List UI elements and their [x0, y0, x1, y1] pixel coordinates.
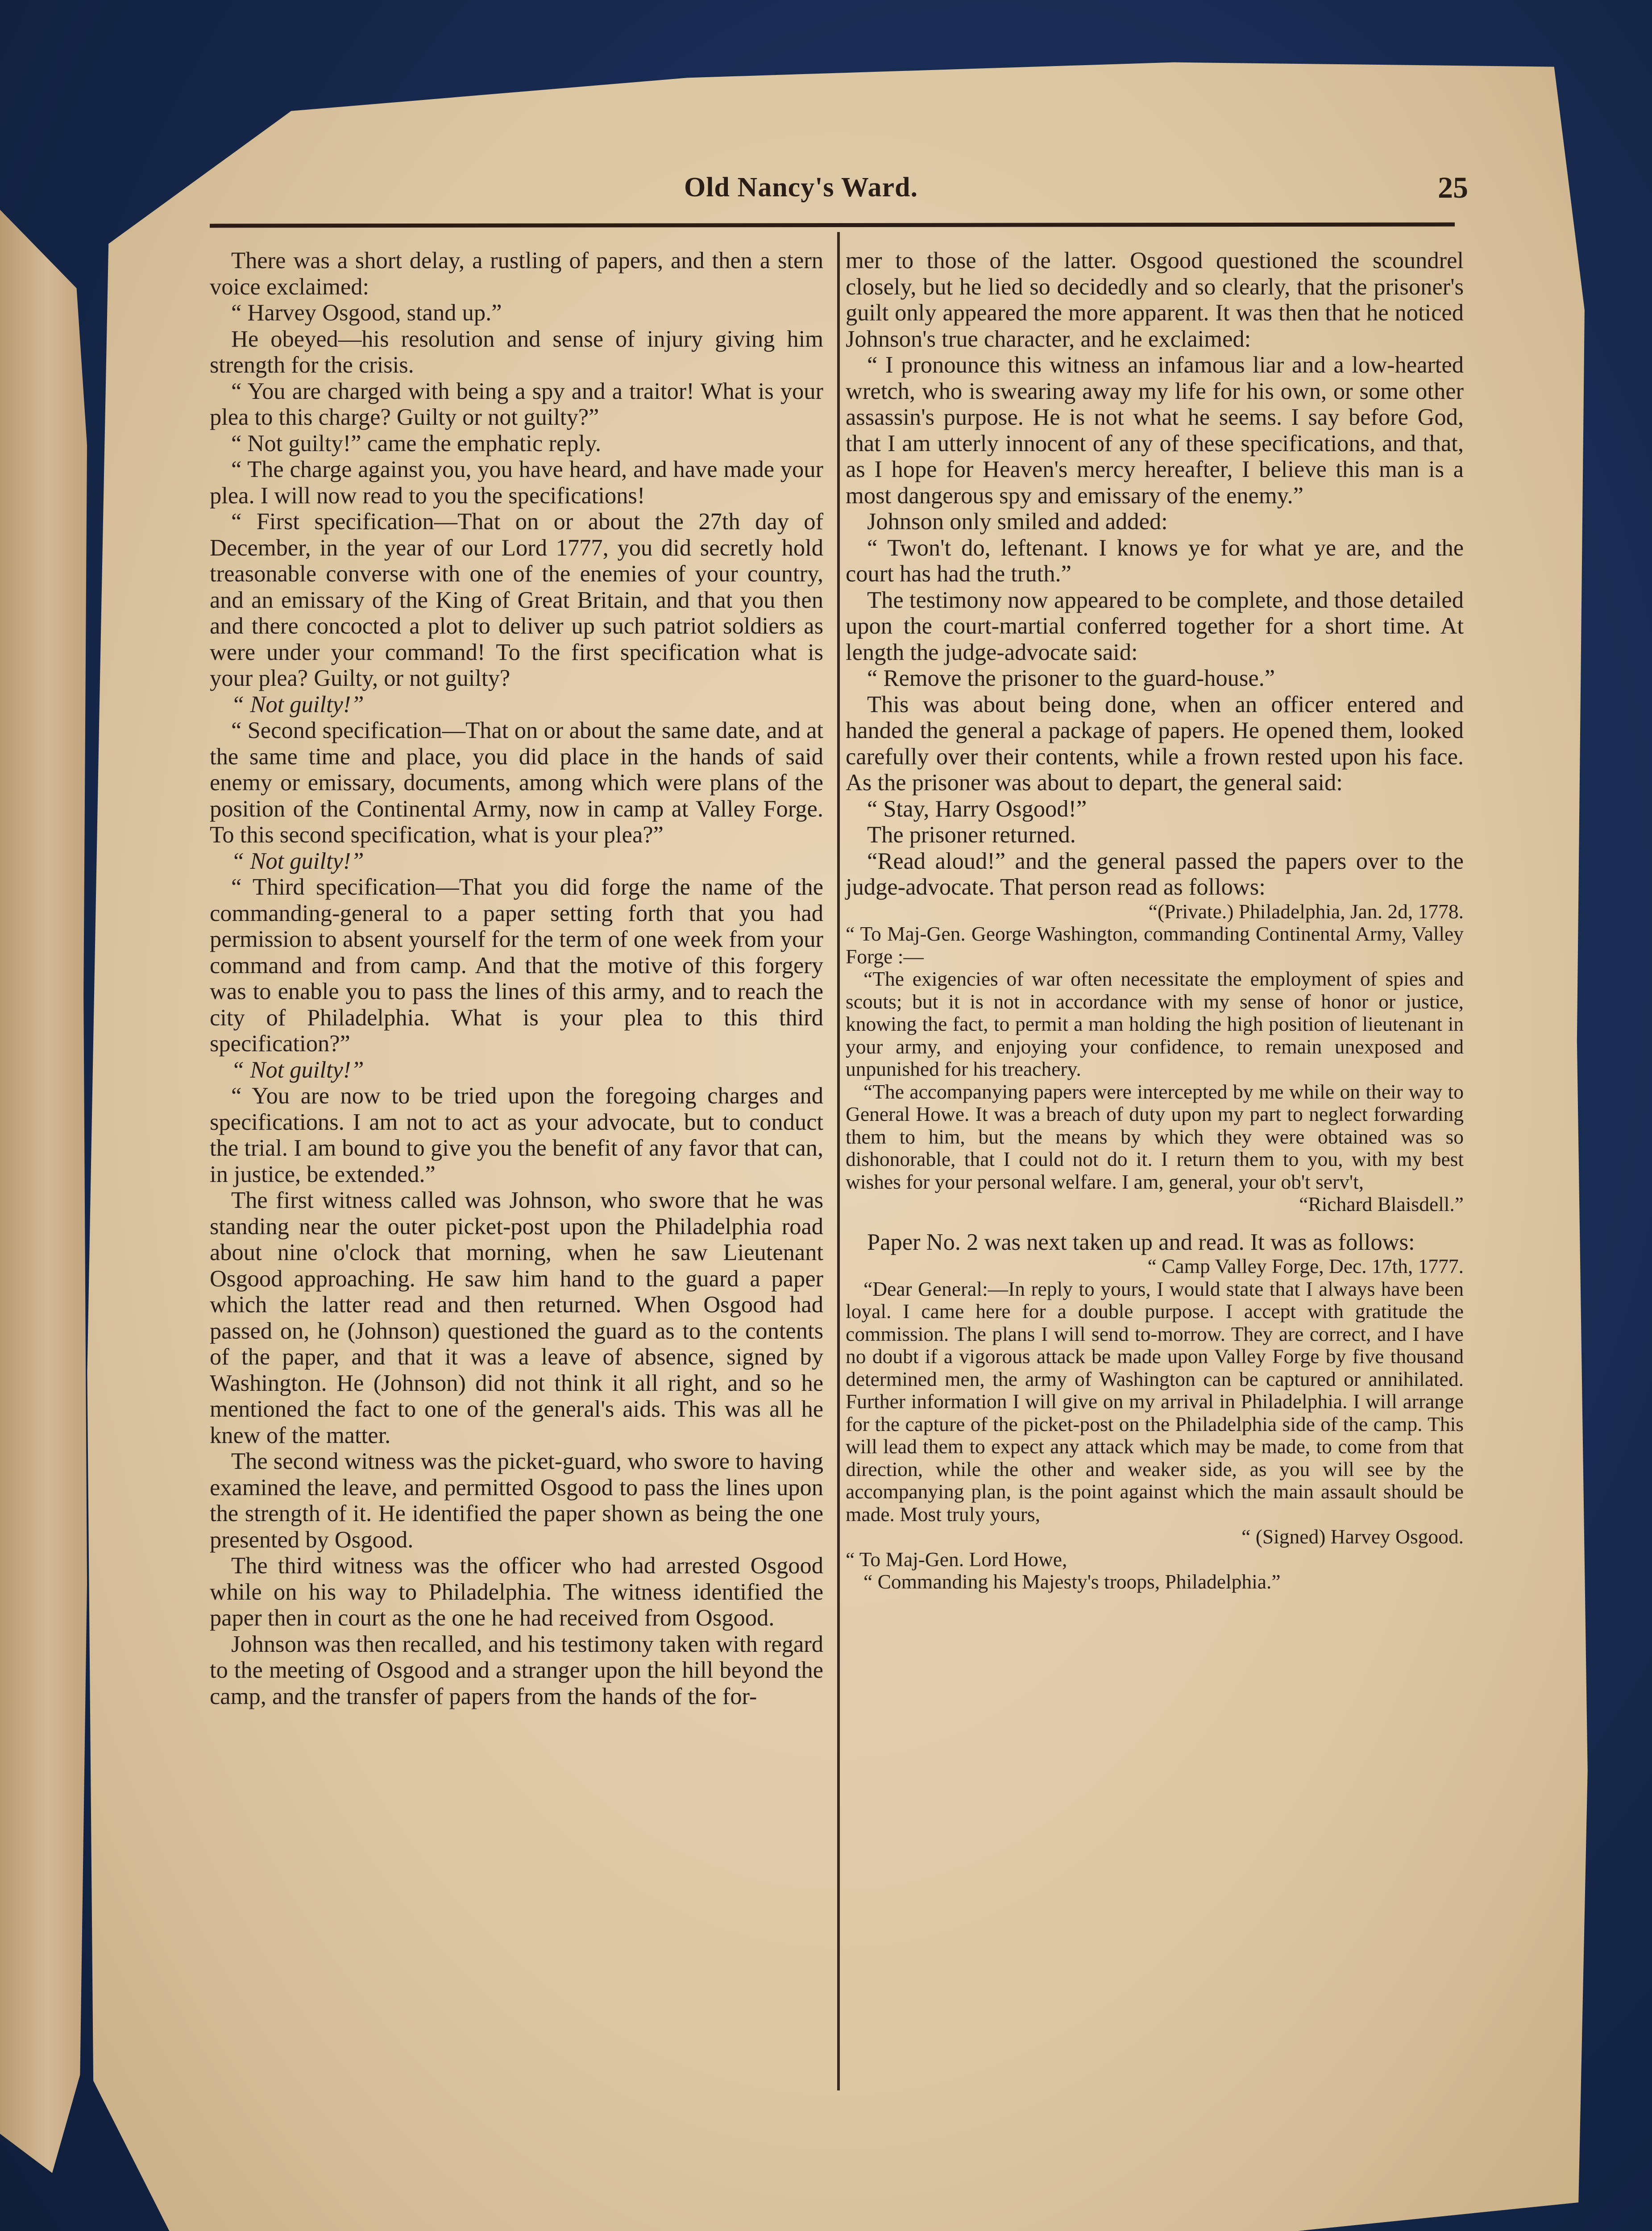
- paragraph: “ Stay, Harry Osgood!”: [867, 796, 1087, 822]
- paragraph: Johnson only smiled and added:: [867, 509, 1168, 535]
- left-column: [210, 248, 823, 1709]
- paragraph: “ Second specification—That on or about the same date, and at the same time and place, you did place in the hands of said enemy or emissary, documents, among which were plans of the position of the Continental Army, now in camp at Valley Forge. To this second specification, what is your plea?”: [210, 717, 823, 848]
- paragraph: “ Not guilty!”: [231, 691, 364, 717]
- letter-paragraph: “The exigencies of war often necessitate the employment of spies and scouts; but it is not in accordance with my sense of honor or justice, knowing the fact, to permit a man holding the high position of lieutenant in your army, and enjoying your confidence, to remain unexposed and unpunished for his treachery.: [846, 967, 1464, 1080]
- paragraph: mer to those of the latter. Osgood questioned the scoundrel closely, but he lied so decidedly and so clearly, that the prisoner's guilt only appeared the more apparent. It was then that he noticed Johnson's true character, and he exclaimed:: [846, 248, 1464, 352]
- paragraph: The second witness was the picket-guard, who swore to having examined the leave, and permitted Osgood to pass the lines upon the strength of it. He identified the paper shown as being the one presented by Osgood.: [210, 1448, 823, 1553]
- paragraph: “Read aloud!” and the general passed the papers over to the judge-advocate. That person read as follows:: [846, 848, 1464, 900]
- paragraph: The prisoner returned.: [867, 822, 1076, 848]
- right-column: [846, 248, 1464, 1593]
- paragraph: This was about being done, when an officer entered and handed the general a package of papers. He opened them, looked carefully over their contents, while a frown rested upon his face. As the prisoner was about to depart, the general said:: [846, 691, 1464, 796]
- letter-dateline: “(Private.) Philadelphia, Jan. 2d, 1778.: [1148, 900, 1464, 923]
- paragraph: “ The charge against you, you have heard, and have made your plea. I will now read to you the specifications!: [210, 456, 823, 509]
- paragraph: “ I pronounce this witness an infamous liar and a low-hearted wretch, who is swearing away my life for his own, or some other assassin's purpose. He is not what he seems. I say before God, that I am utterly innocent of any of these specifications, and that, as I hope for Heaven's mercy hereafter, I believe this man is a most dangerous spy and emissary of the enemy.”: [846, 352, 1464, 509]
- spacer: [846, 1216, 1464, 1229]
- paragraph: “ Twon't do, leftenant. I knows ye for what ye are, and the court has had the truth.”: [846, 535, 1464, 587]
- letter-address-line: “ Commanding his Majesty's troops, Philadelphia.”: [863, 1570, 1281, 1593]
- letter-signature: “Richard Blaisdell.”: [1299, 1193, 1464, 1215]
- page-number: 25: [1438, 170, 1468, 204]
- paragraph: “ Not guilty!”: [231, 1057, 364, 1083]
- paragraph: “ You are now to be tried upon the foregoing charges and specifications. I am not to act as your advocate, but to conduct the trial. I am bound to give you the benefit of any favor that can, in justice, be extended.”: [210, 1083, 823, 1187]
- paragraph: “ Not guilty!” came the emphatic reply.: [231, 430, 601, 456]
- paragraph: “ Remove the prisoner to the guard-house.”: [867, 665, 1275, 691]
- paragraph: There was a short delay, a rustling of papers, and then a stern voice exclaimed:: [210, 248, 823, 300]
- column-rule: [837, 232, 840, 2090]
- paragraph: The testimony now appeared to be complete, and those detailed upon the court-martial conferred together for a short time. At length the judge-advocate said:: [846, 587, 1464, 665]
- letter-paragraph: “The accompanying papers were intercepted by me while on their way to General Howe. It was a breach of duty upon my part to neglect forwarding them to him, but the means by which they were obtained was so dishonorable, that I could not do it. I return them to you, with my best wishes for your personal welfare. I am, general, your ob't serv't,: [846, 1080, 1464, 1193]
- paragraph: “ Third specification—That you did forge the name of the commanding-general to a paper setting forth that you had permission to absent yourself for the term of one week from your command and from camp. And that the motive of this forgery was to enable you to pass the lines of this army, and to reach the city of Philadelphia. What is your plea to this third specification?”: [210, 874, 823, 1057]
- letter-osgood: [846, 1255, 1464, 1593]
- facing-page-edge: [0, 210, 87, 2173]
- paragraph: The third witness was the officer who had arrested Osgood while on his way to Philadelphia. The witness identified the paper then in court as the one he had received from Osgood.: [210, 1553, 823, 1631]
- paragraph: The first witness called was Johnson, who swore that he was standing near the outer picket-post upon the Philadelphia road about nine o'clock that morning, when he saw Lieutenant Osgood approaching. He saw him hand to the guard a paper which the latter read and then returned. When Osgood had passed on, he (Johnson) questioned the guard as to the contents of the paper, and that it was a leave of absence, signed by Washington. He (Johnson) did not think it all right, and so he mentioned the fact to one of the general's aids. This was all he knew of the matter.: [210, 1187, 823, 1448]
- letter-address: “ To Maj-Gen. Lord Howe,: [846, 1547, 1067, 1571]
- paragraph: “ You are charged with being a spy and a traitor! What is your plea to this charge? Guilty or not guilty?”: [210, 378, 823, 430]
- paragraph: “ First specification—That on or about the 27th day of December, in the year of our Lord 1777, you did secretly hold treasonable converse with one of the enemies of your country, and an emissary of the King of Great Britain, and that you then and there concocted a plot to deliver up such patriot soldiers as were under your command! To the first specification what is your plea? Guilty, or not guilty?: [210, 509, 823, 691]
- paragraph: “ Harvey Osgood, stand up.”: [231, 300, 502, 326]
- letter-blaisdell: [846, 900, 1464, 1216]
- paragraph: Johnson was then recalled, and his testimony taken with regard to the meeting of Osgood and a stranger upon the hill beyond the camp, and the transfer of papers from the hands of the for-: [210, 1631, 823, 1709]
- letter-address: “ To Maj-Gen. George Washington, commanding Continental Army, Valley Forge :—: [846, 922, 1464, 968]
- paragraph: “ Not guilty!”: [231, 848, 364, 874]
- letter-signed-line: “ (Signed) Harvey Osgood.: [1241, 1525, 1464, 1548]
- letter-dateline: “ Camp Valley Forge, Dec. 17th, 1777.: [1147, 1255, 1464, 1277]
- running-head: [134, 172, 1468, 216]
- paragraph: Paper No. 2 was next taken up and read. It was as follows:: [867, 1229, 1415, 1255]
- letter-body: “Dear General:—In reply to yours, I would state that I always have been loyal. I came here for a double purpose. I accept with gratitude the commission. The plans I will send to-morrow. They are correct, and I have no doubt if a vigorous attack be made upon Valley Forge by five thousand determined men, the army of Washington can be captured or annihilated. Further information I will give on my arrival in Philadelphia. I will arrange for the capture of the picket-post on the Philadelphia side of the camp. This will lead them to expect any attack which may be made, to come from that direction, while the other and weaker side, as you will see by the accompanying plan, is the point against which the main assault should be made. Most truly yours,: [846, 1277, 1464, 1526]
- paragraph: He obeyed—his resolution and sense of injury giving him strength for the crisis.: [210, 326, 823, 378]
- running-title: Old Nancy's Ward.: [684, 172, 918, 203]
